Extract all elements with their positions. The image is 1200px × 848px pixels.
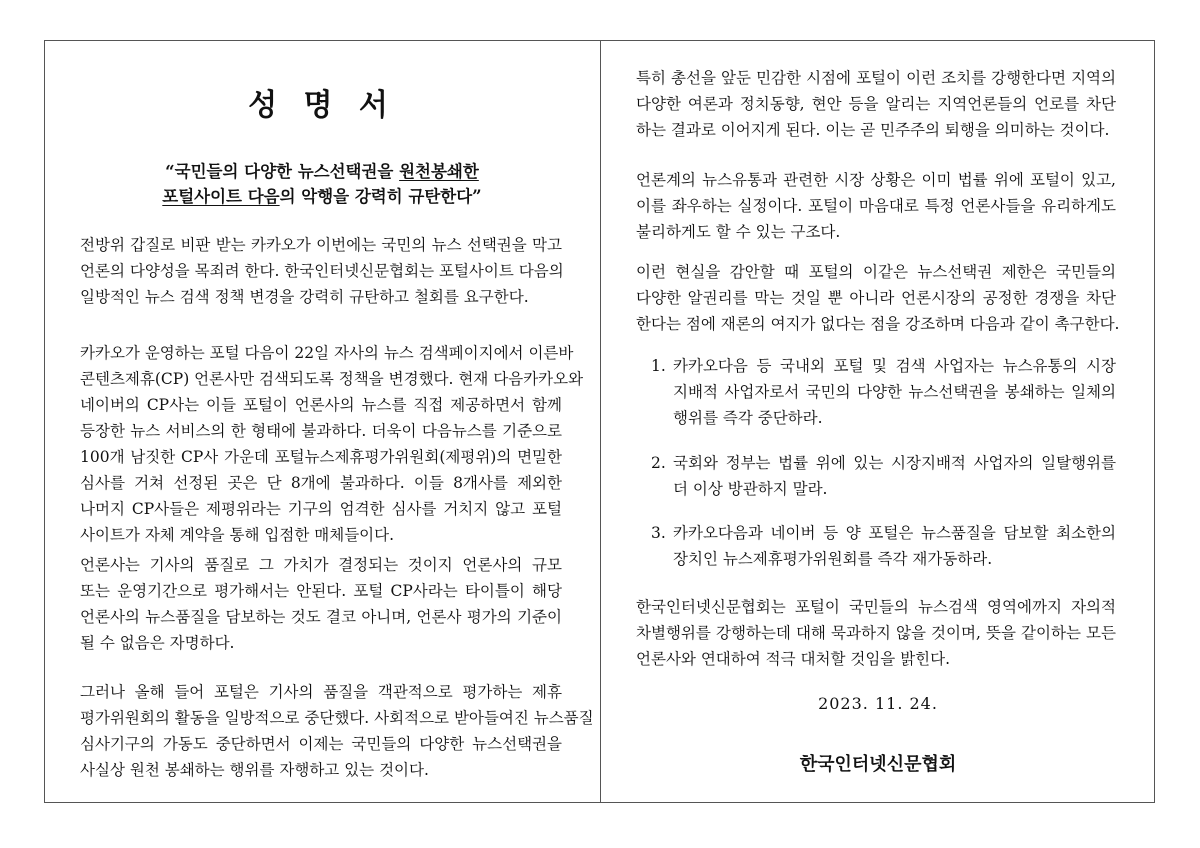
demand-number: 2. [651,454,666,472]
demand-line: 장치인 뉴스제휴평가위원회를 즉각 재가동하라. [673,550,993,568]
paragraph-line: 하는 결과로 이어지게 된다. 이는 곧 민주주의 퇴행을 의미하는 것이다. [636,121,1110,139]
paragraph-line: 카카오가 운영하는 포털 다음이 22일 자사의 뉴스 검색페이지에서 이른바 [80,344,574,362]
paragraph-line: 심사를 거쳐 선정된 곳은 단 8개에 불과하다. 이들 8개사를 제외한 [80,474,562,492]
demand-line: 행위를 즉각 중단하라. [673,409,823,427]
demand-line: 국회와 정부는 법률 위에 있는 시장지배적 사업자의 일탈행위를 [673,454,1116,472]
subtitle-line-2 [44,183,600,207]
paragraph-line: 언론계의 뉴스유통과 관련한 시장 상황은 이미 법률 위에 포털이 있고, [636,171,1116,189]
paragraph-line: 특히 총선을 앞둔 민감한 시점에 포털이 이런 조치를 강행한다면 지역의 [636,69,1116,87]
subtitle-segment: “국민들의 다양한 뉴스선택권을 [165,162,400,181]
paragraph-line: 한다는 점에 재론의 여지가 없다는 점을 강조하며 다음과 같이 촉구한다. [636,315,1120,333]
document-title: 성 명 서 [248,88,396,123]
paragraph-line: 평가위원회의 활동을 일방적으로 중단했다. 사회적으로 받아들여진 뉴스품질 [80,709,594,727]
paragraph-line: 등장한 뉴스 서비스의 한 형태에 불과하다. 더욱이 다음뉴스를 기준으로 [80,422,562,440]
column-divider [600,40,601,803]
closing-line: 언론사와 연대하여 적극 대처할 것임을 밝힌다. [636,650,951,668]
paragraph-line: 이런 현실을 감안할 때 포털의 이같은 뉴스선택권 제한은 국민들의 [636,263,1116,281]
paragraph-line: 불리하게도 할 수 있는 구조다. [636,223,841,241]
subtitle-segment: 의 악행을 강력히 규탄한다” [279,187,482,206]
issuing-organization: 한국인터넷신문협회 [799,754,957,775]
subtitle-segment: 포털사이트 다음 [162,187,280,206]
demand-number: 3. [651,524,666,542]
paragraph-line: 나머지 CP사들은 제평위라는 기구의 엄격한 심사를 거치지 않고 포털 [80,500,562,518]
statement-date: 2023. 11. 24. [818,694,938,713]
demand-line: 지배적 사업자로서 국민의 다양한 뉴스선택권을 봉쇄하는 일체의 [673,383,1116,401]
paragraph-line: 전방위 갑질로 비판 받는 카카오가 이번에는 국민의 뉴스 선택권을 막고 [80,236,562,254]
paragraph-line: 언론의 다양성을 목죄려 한다. 한국인터넷신문협회는 포털사이트 다음의 [80,262,564,280]
paragraph-line: 다양한 여론과 정치동향, 현안 등을 알리는 지역언론들의 언로를 차단 [636,95,1116,113]
paragraph-line: 또는 운영기간으로 평가해서는 안된다. 포털 CP사라는 타이틀이 해당 [80,582,562,600]
subtitle-line-1 [44,158,600,182]
demand-line: 더 이상 방관하지 말라. [673,480,828,498]
demand-number: 1. [651,357,666,375]
paragraph-line: 네이버의 CP사는 이들 포털이 언론사의 뉴스를 직접 제공하면서 함께 [80,396,562,414]
paragraph-line: 일방적인 뉴스 검색 정책 변경을 강력히 규탄하고 철회를 요구한다. [80,288,529,306]
closing-line: 한국인터넷신문협회는 포털이 국민들의 뉴스검색 영역에까지 자의적 [636,598,1116,616]
paragraph-line: 그러나 올해 들어 포털은 기사의 품질을 객관적으로 평가하는 제휴 [80,683,562,701]
paragraph-line: 콘텐츠제휴(CP) 언론사만 검색되도록 정책을 변경했다. 현재 다음카카오와 [80,370,584,388]
demand-line: 카카오다음과 네이버 등 양 포털은 뉴스품질을 담보할 최소한의 [673,524,1116,542]
paragraph-line: 100개 남짓한 CP사 가운데 포털뉴스제휴평가위원회(제평위)의 면밀한 [80,448,562,466]
paragraph-line: 사실상 원천 봉쇄하는 행위를 자행하고 있는 것이다. [80,761,429,779]
paragraph-line: 심사기구의 가동도 중단하면서 이제는 국민들의 다양한 뉴스선택권을 [80,735,562,753]
demand-line: 카카오다음 등 국내외 포털 및 검색 사업자는 뉴스유통의 시장 [673,357,1116,375]
paragraph-line: 될 수 없음은 자명하다. [80,634,235,652]
paragraph-line: 다양한 알권리를 막는 것일 뿐 아니라 언론시장의 공정한 경쟁을 차단 [636,289,1116,307]
closing-line: 차별행위를 강행하는데 대해 묵과하지 않을 것이며, 뜻을 같이하는 모든 [636,624,1116,642]
paragraph-line: 언론사는 기사의 품질로 그 가치가 결정되는 것이지 언론사의 규모 [80,556,562,574]
paragraph-line: 이를 좌우하는 실정이다. 포털이 마음대로 특정 언론사들을 유리하게도 [636,197,1116,215]
paragraph-line: 사이트가 자체 계약을 통해 입점한 매체들이다. [80,526,395,544]
paragraph-line: 언론사의 뉴스품질을 담보하는 것도 결코 아니며, 언론사 평가의 기준이 [80,608,562,626]
subtitle-segment: 원천봉쇄한 [399,162,479,181]
